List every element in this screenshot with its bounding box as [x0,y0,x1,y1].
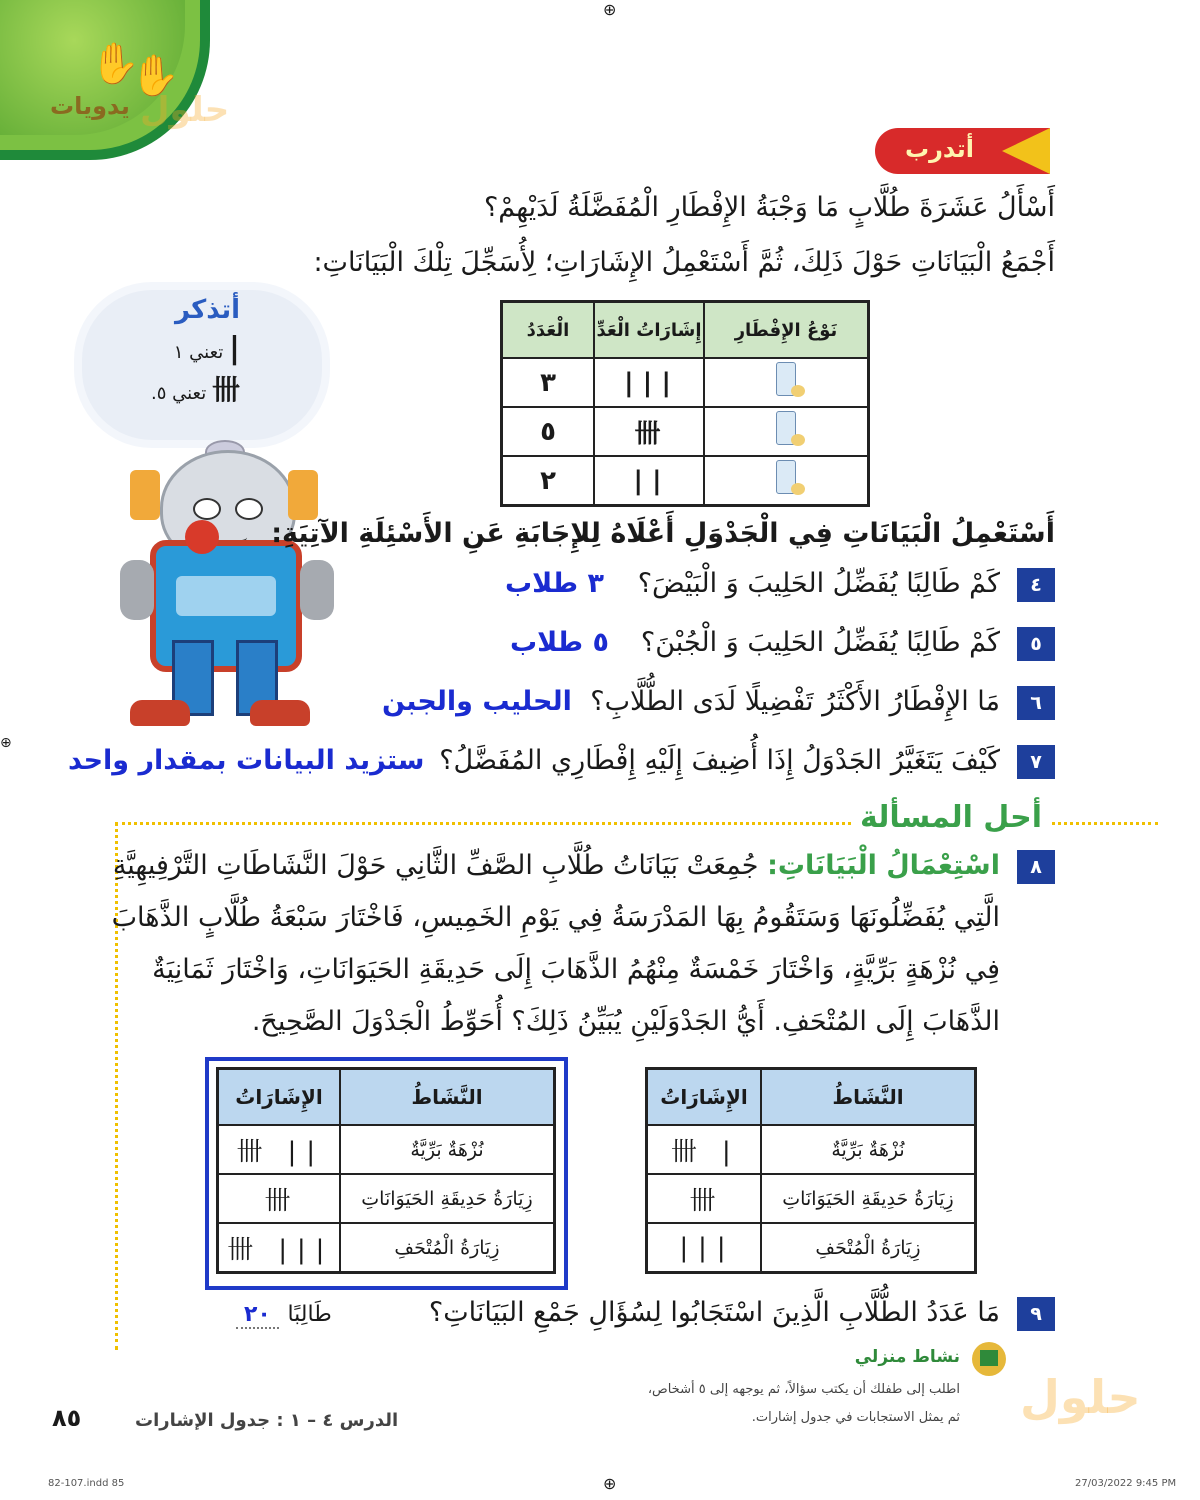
header-tally: إِشَارَاتُ الْعَدِّ [594,302,704,359]
breakfast-tally-table [500,300,870,507]
header-count: الْعَدَدُ [502,302,595,359]
practice-badge-label: أتدرب [905,135,975,163]
question-text: كَمْ طَالِبًا يُفَضِّلُ الحَلِيبَ وَ الْجُبْنَ؟ [640,627,1000,658]
answer-text: ٢٠ [236,1302,279,1329]
question-text: مَا عَدَدُ الطُّلَّابِ الَّذِينَ اسْتَجَابُوا لِسُؤَالِ جَمْعِ البَيَانَاتِ؟ [428,1297,1000,1328]
tally-cell: 卌 [647,1174,762,1223]
home-activity-icon [972,1342,1006,1376]
tally-five-mark: 卌 [211,373,240,406]
tally-cell: || [594,456,704,506]
tally-cell: 卌 ||| [218,1223,341,1273]
home-activity-title: نشاط منزلي [854,1347,960,1367]
tally-cell: 卌 [594,407,704,456]
practice-badge [875,128,1050,174]
header-activity: النَّشَاطُ [340,1069,555,1126]
registration-mark-icon: ⊕ [603,0,617,19]
activity-cell: زِيَارَةُ حَدِيقَةِ الحَيَوَانَاتِ [340,1174,555,1223]
use-data-instruction: أَسْتَعْمِلُ الْبَيَانَاتِ فِي الْجَدْوَلِ أَعْلَاهُ لِلإِجَابَةِ عَنِ الأَسْئِلَةِ الآتِيَةِ: [271,518,1055,549]
question-text: كَيْفَ يَتَغَيَّرُ الجَدْوَلُ إِذَا أُضِيفَ إِلَيْهِ إِفْطَارِي المُفَضَّلُ؟ [439,745,1000,776]
question-number: ٩ [1017,1297,1055,1331]
watermark-text: حلول [140,90,230,130]
table-row [502,358,869,407]
question-number: ٥ [1017,627,1055,661]
answer-text: ٣ طلاب [505,568,604,599]
answer-text: ستزيد البيانات بمقدار واحد [68,745,425,776]
file-name: 82-107.indd 85 [48,1478,125,1489]
answer-line [236,1297,332,1328]
tally-cell: 卌 | [647,1125,762,1174]
corner-tab [0,0,210,160]
header-activity: النَّشَاطُ [761,1069,976,1126]
table-row [218,1174,555,1223]
activity-table-left [216,1067,556,1274]
question-number: ٦ [1017,686,1055,720]
header-tally: الإِشَارَاتُ [647,1069,762,1126]
problem-line-1 [113,850,1000,881]
question-text: مَا الإِفْطَارُ الأَكْثَرُ تَفْضِيلًا لَدَى الطُّلَّابِ؟ [590,686,1000,717]
activity-cell: زِيَارَةُ حَدِيقَةِ الحَيَوَانَاتِ [761,1174,976,1223]
remember-line-2-text: تعني ٥. [150,383,207,404]
count-cell: ٣ [502,358,595,407]
remember-title: أتذكر [175,295,240,325]
robot-arm [300,560,334,620]
question-number: ٤ [1017,568,1055,602]
table-header-row [502,302,869,359]
problem-line-3: فِي نُزْهَةٍ بَرِّيَّةٍ، وَاخْتَارَ خَمْسَةٌ مِنْهُمُ الذَّهَابَ إِلَى حَدِيقَةِ الحَيَوَانَاتِ، وَاخْتَارَ ثَمَانِيَةٌ [152,954,1000,985]
milk-other-icon [776,460,796,494]
robot-ear [130,470,160,520]
robot-chest-panel [176,576,276,616]
robot-hand [185,520,219,554]
tally-cell: 卌 [218,1174,341,1223]
answer-text: ٥ طلاب [510,627,609,658]
breakfast-image-cell [704,456,869,506]
breakfast-image-cell [704,358,869,407]
tally-cell: ||| [647,1223,762,1273]
corner-label: يدويات [50,92,130,120]
tally-cell: ||| [594,358,704,407]
house-icon [980,1350,998,1366]
home-activity-line-2: ثم يمثل الاستجابات في جدول إشارات. [751,1410,960,1425]
activity-cell: زِيَارَةُ الْمُتْحَفِ [340,1223,555,1273]
registration-mark-icon: ⊕ [0,735,12,751]
count-cell: ٢ [502,456,595,506]
print-date: 27/03/2022 9:45 PM [1075,1478,1177,1489]
activity-cell: نُزْهَةٌ بَرِّيَّةٌ [761,1125,976,1174]
table-row [647,1125,976,1174]
table-row [218,1125,555,1174]
table-header-row [218,1069,555,1126]
problem-label: اسْتِعْمَالُ الْبَيَانَاتِ: [767,850,1000,881]
answer-text: الحليب والجبن [382,686,572,717]
question-text: كَمْ طَالِبًا يُفَضِّلُ الحَلِيبَ وَ الْبَيْضَ؟ [637,568,1000,599]
table-row [502,407,869,456]
answer-unit: طَالِبًا [287,1302,332,1327]
intro-line-2: أَجْمَعُ الْبَيَانَاتِ حَوْلَ ذَلِكَ، ثُمَّ أَسْتَعْمِلُ الإِشَارَاتِ؛ لِأُسَجِّلَ تِلْكَ الْبَيَانَاتِ: [313,247,1055,278]
activity-cell: زِيَارَةُ الْمُتْحَفِ [761,1223,976,1273]
activity-cell: نُزْهَةٌ بَرِّيَّةٌ [340,1125,555,1174]
milk-eggs-icon [776,362,796,396]
table-row [218,1223,555,1273]
table-row [502,456,869,506]
activity-table-right [645,1067,977,1274]
breakfast-image-cell [704,407,869,456]
robot-eye [235,498,263,520]
problem-text: جُمِعَتْ بَيَانَاتُ طُلَّابِ الصَّفِّ الثَّانِي حَوْلَ النَّشَاطَاتِ التَّرْفِيهِيَّةِ [112,850,759,881]
remember-line-2 [100,368,240,408]
table-header-row [647,1069,976,1126]
header-breakfast-type: نَوْعُ الإِفْطَارِ [704,302,869,359]
lesson-title: الدرس ٤ – ١ : جدول الإشارات [135,1410,399,1431]
watermark-text: حلول [1020,1370,1141,1424]
problem-line-2: الَّتِي يُفَضِّلُونَهَا وَسَتَقُومُ بِهَا المَدْرَسَةُ فِي يَوْمِ الخَمِيسِ، فَاخْتَارَ سَبْعَةُ طُلَّابٍ الذَّهَابَ [111,902,1000,933]
robot-arm [120,560,154,620]
table-row [647,1223,976,1273]
hand-icon: ✋ [130,53,180,99]
robot-foot [130,700,190,726]
milk-cheese-icon [776,411,796,445]
intro-line-1: أَسْأَلُ عَشَرَةَ طُلَّابٍ مَا وَجْبَةُ الإِفْطَارِ الْمُفَضَّلَةُ لَدَيْهِمْ؟ [483,192,1055,223]
question-number: ٧ [1017,745,1055,779]
home-activity-line-1: اطلب إلى طفلك أن يكتب سؤالاً، ثم يوجهه إلى ٥ أشخاص، [647,1382,960,1397]
registration-mark-icon: ⊕ [603,1474,617,1493]
arrow-icon [1002,128,1050,174]
problem-line-4: الذَّهَابَ إِلَى المُتْحَفِ. أَيُّ الجَدْوَلَيْنِ يُبَيِّنُ ذَلِكَ؟ أُحَوِّطُ الْجَدْوَلَ الصَّحِيحَ. [251,1006,1000,1037]
table-row [647,1174,976,1223]
page-number: ٨٥ [52,1404,82,1432]
tally-one-mark: | [229,331,240,366]
tally-cell: 卌 || [218,1125,341,1174]
robot-ear [288,470,318,520]
header-tally: الإِشَارَاتُ [218,1069,341,1126]
robot-foot [250,700,310,726]
count-cell: ٥ [502,407,595,456]
section-title: أحل المسألة [852,800,1050,835]
question-number: ٨ [1017,850,1055,884]
robot-eye [193,498,221,520]
remember-box [100,295,240,408]
remember-line-1 [100,331,240,366]
remember-line-1-text: تعني ١ [173,342,224,363]
hand-icon: ✋ [90,41,140,87]
